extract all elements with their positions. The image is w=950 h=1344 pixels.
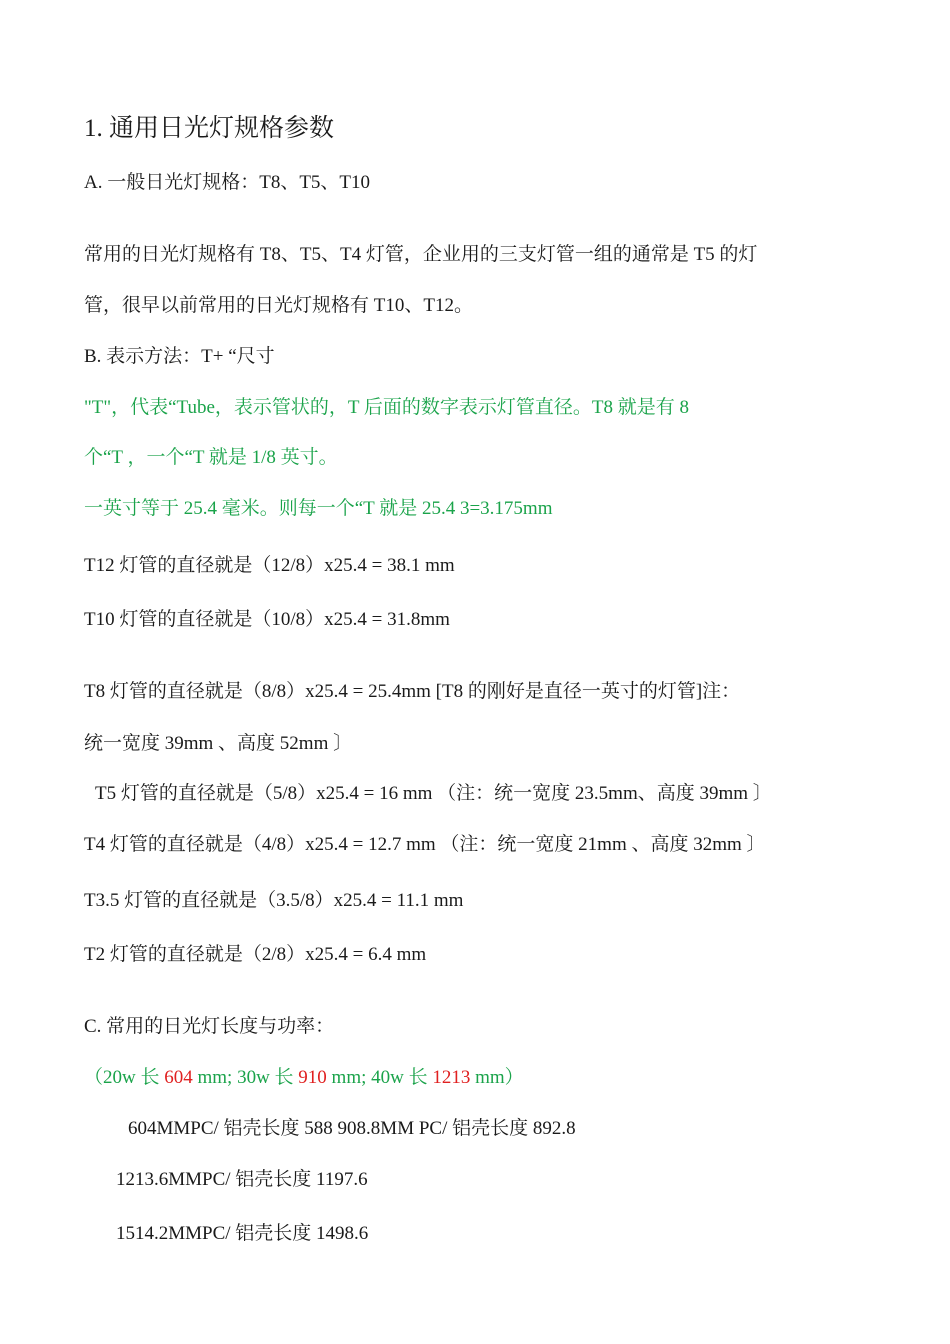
diameter-t5: T5 灯管的直径就是（5/8）x25.4 = 16 mm （注：统一宽度 23.5mm、高度 39mm 〕: [95, 783, 772, 804]
subheading-c: C. 常用的日光灯长度与功率：: [84, 1016, 335, 1037]
diameter-t10: T10 灯管的直径就是（10/8）x25.4 = 31.8mm: [84, 609, 450, 630]
green-note-line: 一英寸等于 25.4 毫米。则每一个“T 就是 25.4 3=3.175mm: [84, 498, 553, 519]
length-row: 604MMPC/ 铝壳长度 588 908.8MM PC/ 铝壳长度 892.8: [128, 1118, 576, 1139]
diameter-t12: T12 灯管的直径就是（12/8）x25.4 = 38.1 mm: [84, 555, 455, 576]
power-text: mm）: [470, 1067, 524, 1088]
power-text: （20w 长: [84, 1067, 165, 1088]
diameter-t8: T8 灯管的直径就是（8/8）x25.4 = 25.4mm [T8 的刚好是直径一英寸的灯管]注：: [84, 681, 741, 702]
length-value-30w: 910: [298, 1067, 327, 1088]
length-row: 1213.6MMPC/ 铝壳长度 1197.6: [116, 1169, 368, 1190]
section-title: 1. 通用日光灯规格参数: [84, 115, 335, 142]
length-value-20w: 604: [164, 1067, 193, 1088]
diameter-t8-note: 统一宽度 39mm 、高度 52mm 〕: [84, 733, 353, 754]
paragraph-line: 管，很早以前常用的日光灯规格有 T10、T12。: [84, 295, 473, 316]
diameter-t3-5: T3.5 灯管的直径就是（3.5/8）x25.4 = 11.1 mm: [84, 890, 464, 911]
green-note-line: 个“T ，一个“T 就是 1/8 英寸。: [84, 447, 338, 468]
subheading-b: B. 表示方法：T+ “尺寸: [84, 346, 275, 367]
green-note-line: "T"，代表“Tube，表示管状的，T 后面的数字表示灯管直径。T8 就是有 8: [84, 397, 690, 418]
diameter-t4: T4 灯管的直径就是（4/8）x25.4 = 12.7 mm （注：统一宽度 21mm 、高度 32mm 〕: [84, 834, 766, 855]
power-text: mm; 40w 长: [326, 1067, 433, 1088]
length-row: 1514.2MMPC/ 铝壳长度 1498.6: [116, 1223, 369, 1244]
power-text: mm; 30w 长: [192, 1067, 299, 1088]
diameter-t2: T2 灯管的直径就是（2/8）x25.4 = 6.4 mm: [84, 944, 427, 965]
subheading-a: A. 一般日光灯规格：T8、T5、T10: [84, 172, 371, 193]
length-value-40w: 1213: [432, 1067, 471, 1088]
power-length-line: [84, 1066, 524, 1090]
paragraph-line: 常用的日光灯规格有 T8、T5、T4 灯管，企业用的三支灯管一组的通常是 T5 的灯: [84, 244, 758, 265]
